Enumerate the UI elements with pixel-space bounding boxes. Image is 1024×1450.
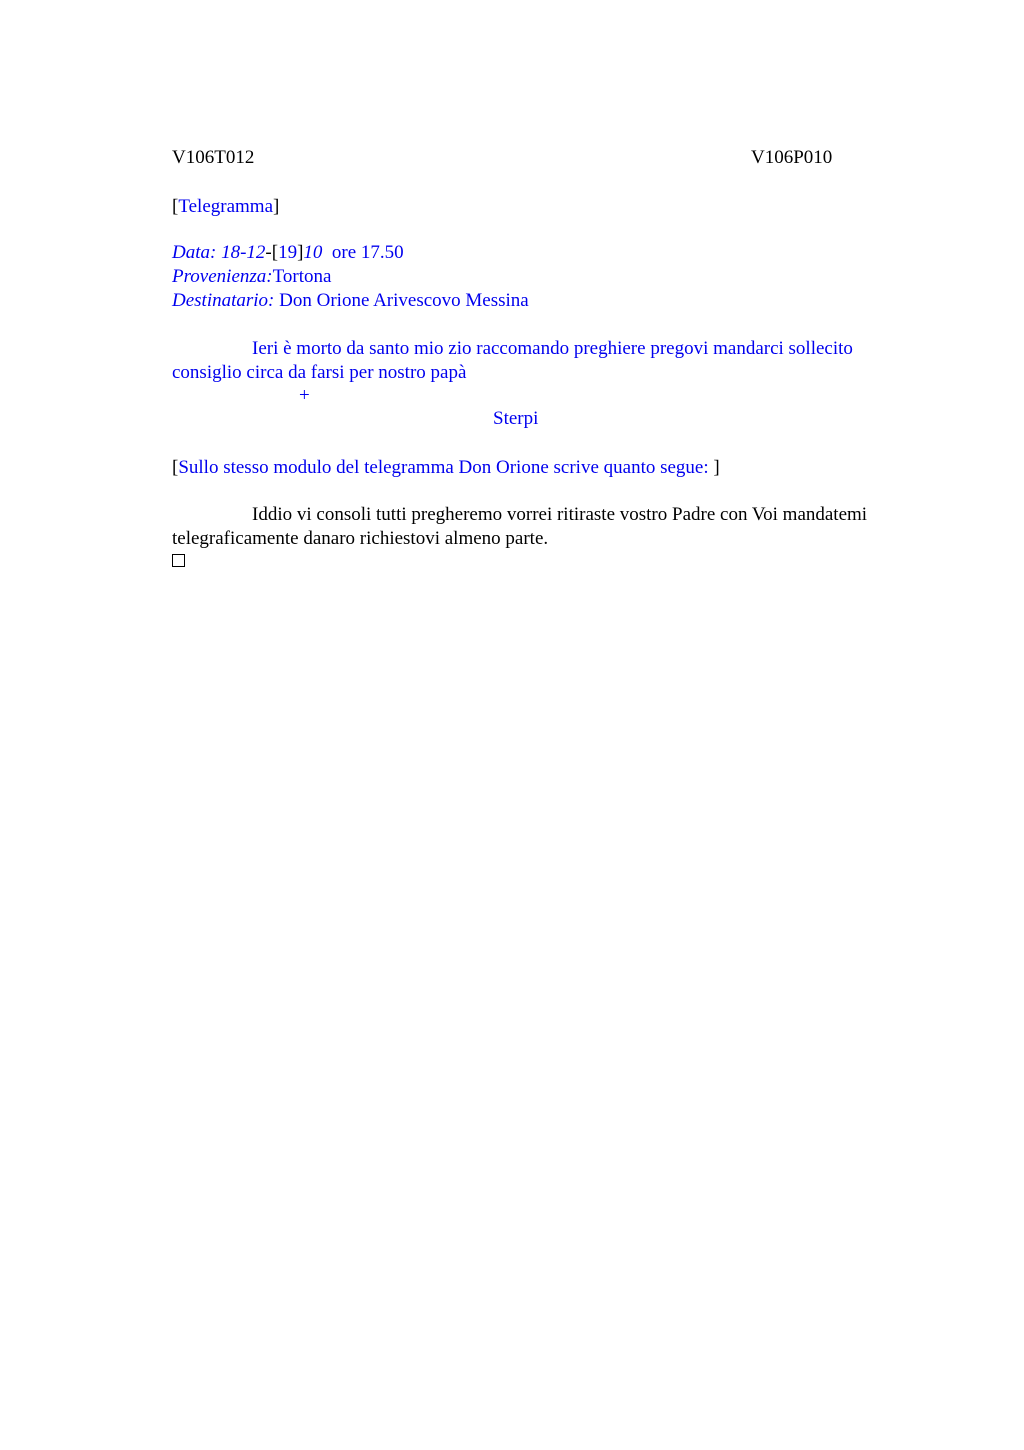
note-bracket-open: [ xyxy=(172,457,179,478)
date-bracket: ] xyxy=(297,242,304,263)
heading-title: Telegramma xyxy=(178,196,274,217)
date-time: ore 17.50 xyxy=(322,242,404,263)
telegram-body-line-1: Ieri è morto da santo mio zio raccomando preghiere pregovi mandarci sollecito xyxy=(252,338,853,359)
origin-value: Tortona xyxy=(272,266,332,287)
editorial-note xyxy=(172,456,720,480)
recipient-value: Don Orione Arivescovo Messina xyxy=(274,290,529,311)
telegram-origin-line xyxy=(172,265,331,289)
heading-bracket-open: [ xyxy=(172,196,179,217)
reply-line-1: Iddio vi consoli tutti pregheremo vorrei ritiraste vostro Padre con Voi mandatemi xyxy=(252,504,868,525)
note-text: Sullo stesso modulo del telegramma Don Orione scrive quanto segue: xyxy=(178,457,714,478)
date-dash: -[ xyxy=(265,242,279,263)
reply-line-2: telegraficamente danaro richiestovi almeno parte. xyxy=(172,528,549,549)
date-year: 10 xyxy=(303,242,323,263)
date-label: Data: 18-12 xyxy=(172,242,266,263)
date-century: 19 xyxy=(278,242,298,263)
telegram-signature: Sterpi xyxy=(493,408,539,429)
note-bracket-close: ] xyxy=(713,457,720,478)
cross-symbol: + xyxy=(299,385,310,406)
origin-label: Provenienza: xyxy=(172,266,273,287)
telegram-recipient-line xyxy=(172,289,529,313)
document-code-right: V106P010 xyxy=(751,147,833,168)
heading-bracket-close: ] xyxy=(273,196,280,217)
telegram-heading xyxy=(172,195,279,219)
document-code-left: V106T012 xyxy=(172,147,255,168)
end-marker-square-icon xyxy=(172,554,185,567)
telegram-date-line xyxy=(172,241,404,265)
telegram-body-line-2: consiglio circa da farsi per nostro papà xyxy=(172,362,467,383)
recipient-label: Destinatario: xyxy=(172,290,275,311)
